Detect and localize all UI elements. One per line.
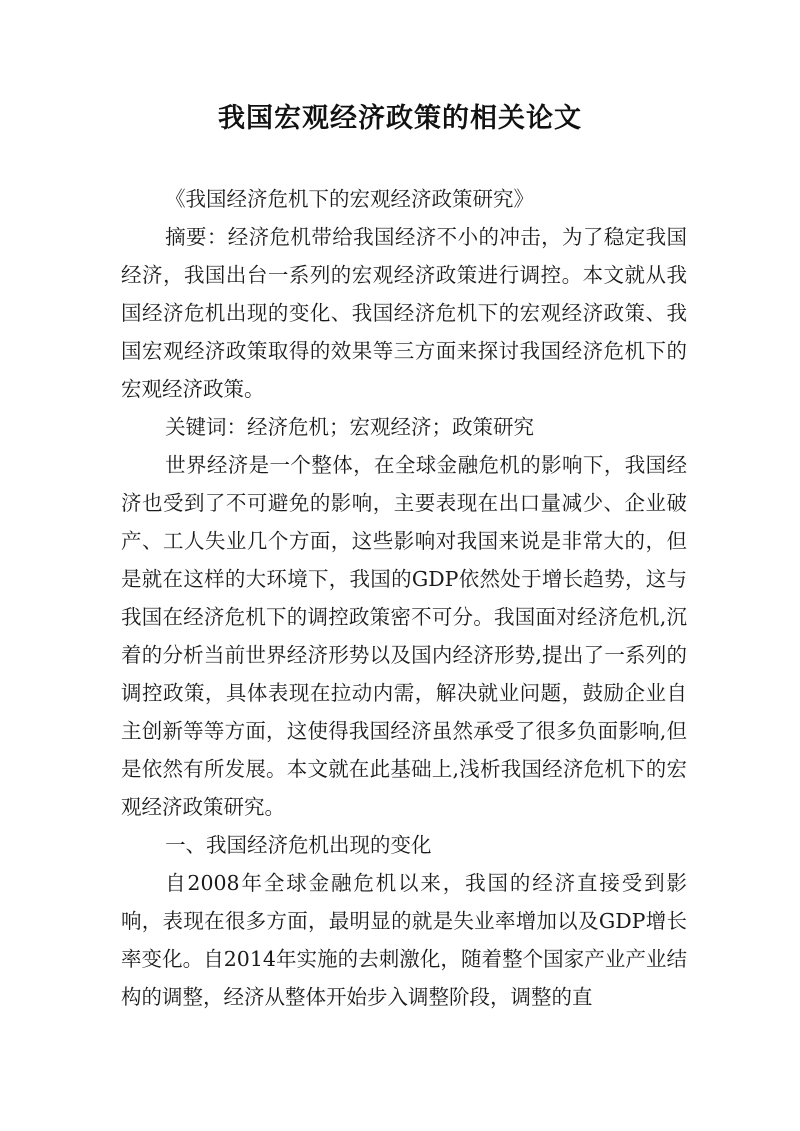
document-title: 我国宏观经济政策的相关论文 [218, 103, 582, 134]
keywords-paragraph: 关键词：经济危机；宏观经济；政策研究 [165, 415, 535, 439]
paper-title-paragraph: 《我国经济危机下的宏观经济政策研究》 [165, 187, 535, 211]
abstract-paragraph: 摘要：经济危机带给我国经济不小的冲击，为了稳定我国经济，我国出台一系列的宏观经济政策进行调控。本文就从我国经济危机出现的变化、我国经济危机下的宏观经济政策、我国宏观经济政策取得的效果等三方面来探讨我国经济危机下的宏观经济政策。 [121, 225, 687, 401]
intro-paragraph: 世界经济是一个整体，在全球金融危机的影响下，我国经济也受到了不可避免的影响，主要表现在出口量减少、企业破产、工人失业几个方面，这些影响对我国来说是非常大的，但是就在这样的大环境下，我国的GDP依然处于增长趋势，这与我国在经济危机下的调控政策密不可分。我国面对经济危机,沉着的分析当前世界经济形势以及国内经济形势,提出了一系列的调控政策，具体表现在拉动内需，解决就业问题，鼓励企业自主创新等等方面，这使得我国经济虽然承受了很多负面影响,但是依然有所发展。本文就在此基础上,浅析我国经济危机下的宏观经济政策研究。 [121, 453, 687, 819]
section-heading-1: 一、我国经济危机出现的变化 [165, 833, 432, 857]
document-body [121, 180, 687, 1016]
section-1-paragraph: 自2008年全球金融危机以来，我国的经济直接受到影响，表现在很多方面，最明显的就是失业率增加以及GDP增长率变化。自2014年实施的去刺激化，随着整个国家产业产业结构的调整，经济从整体开始步入调整阶段，调整的直 [121, 871, 687, 1009]
